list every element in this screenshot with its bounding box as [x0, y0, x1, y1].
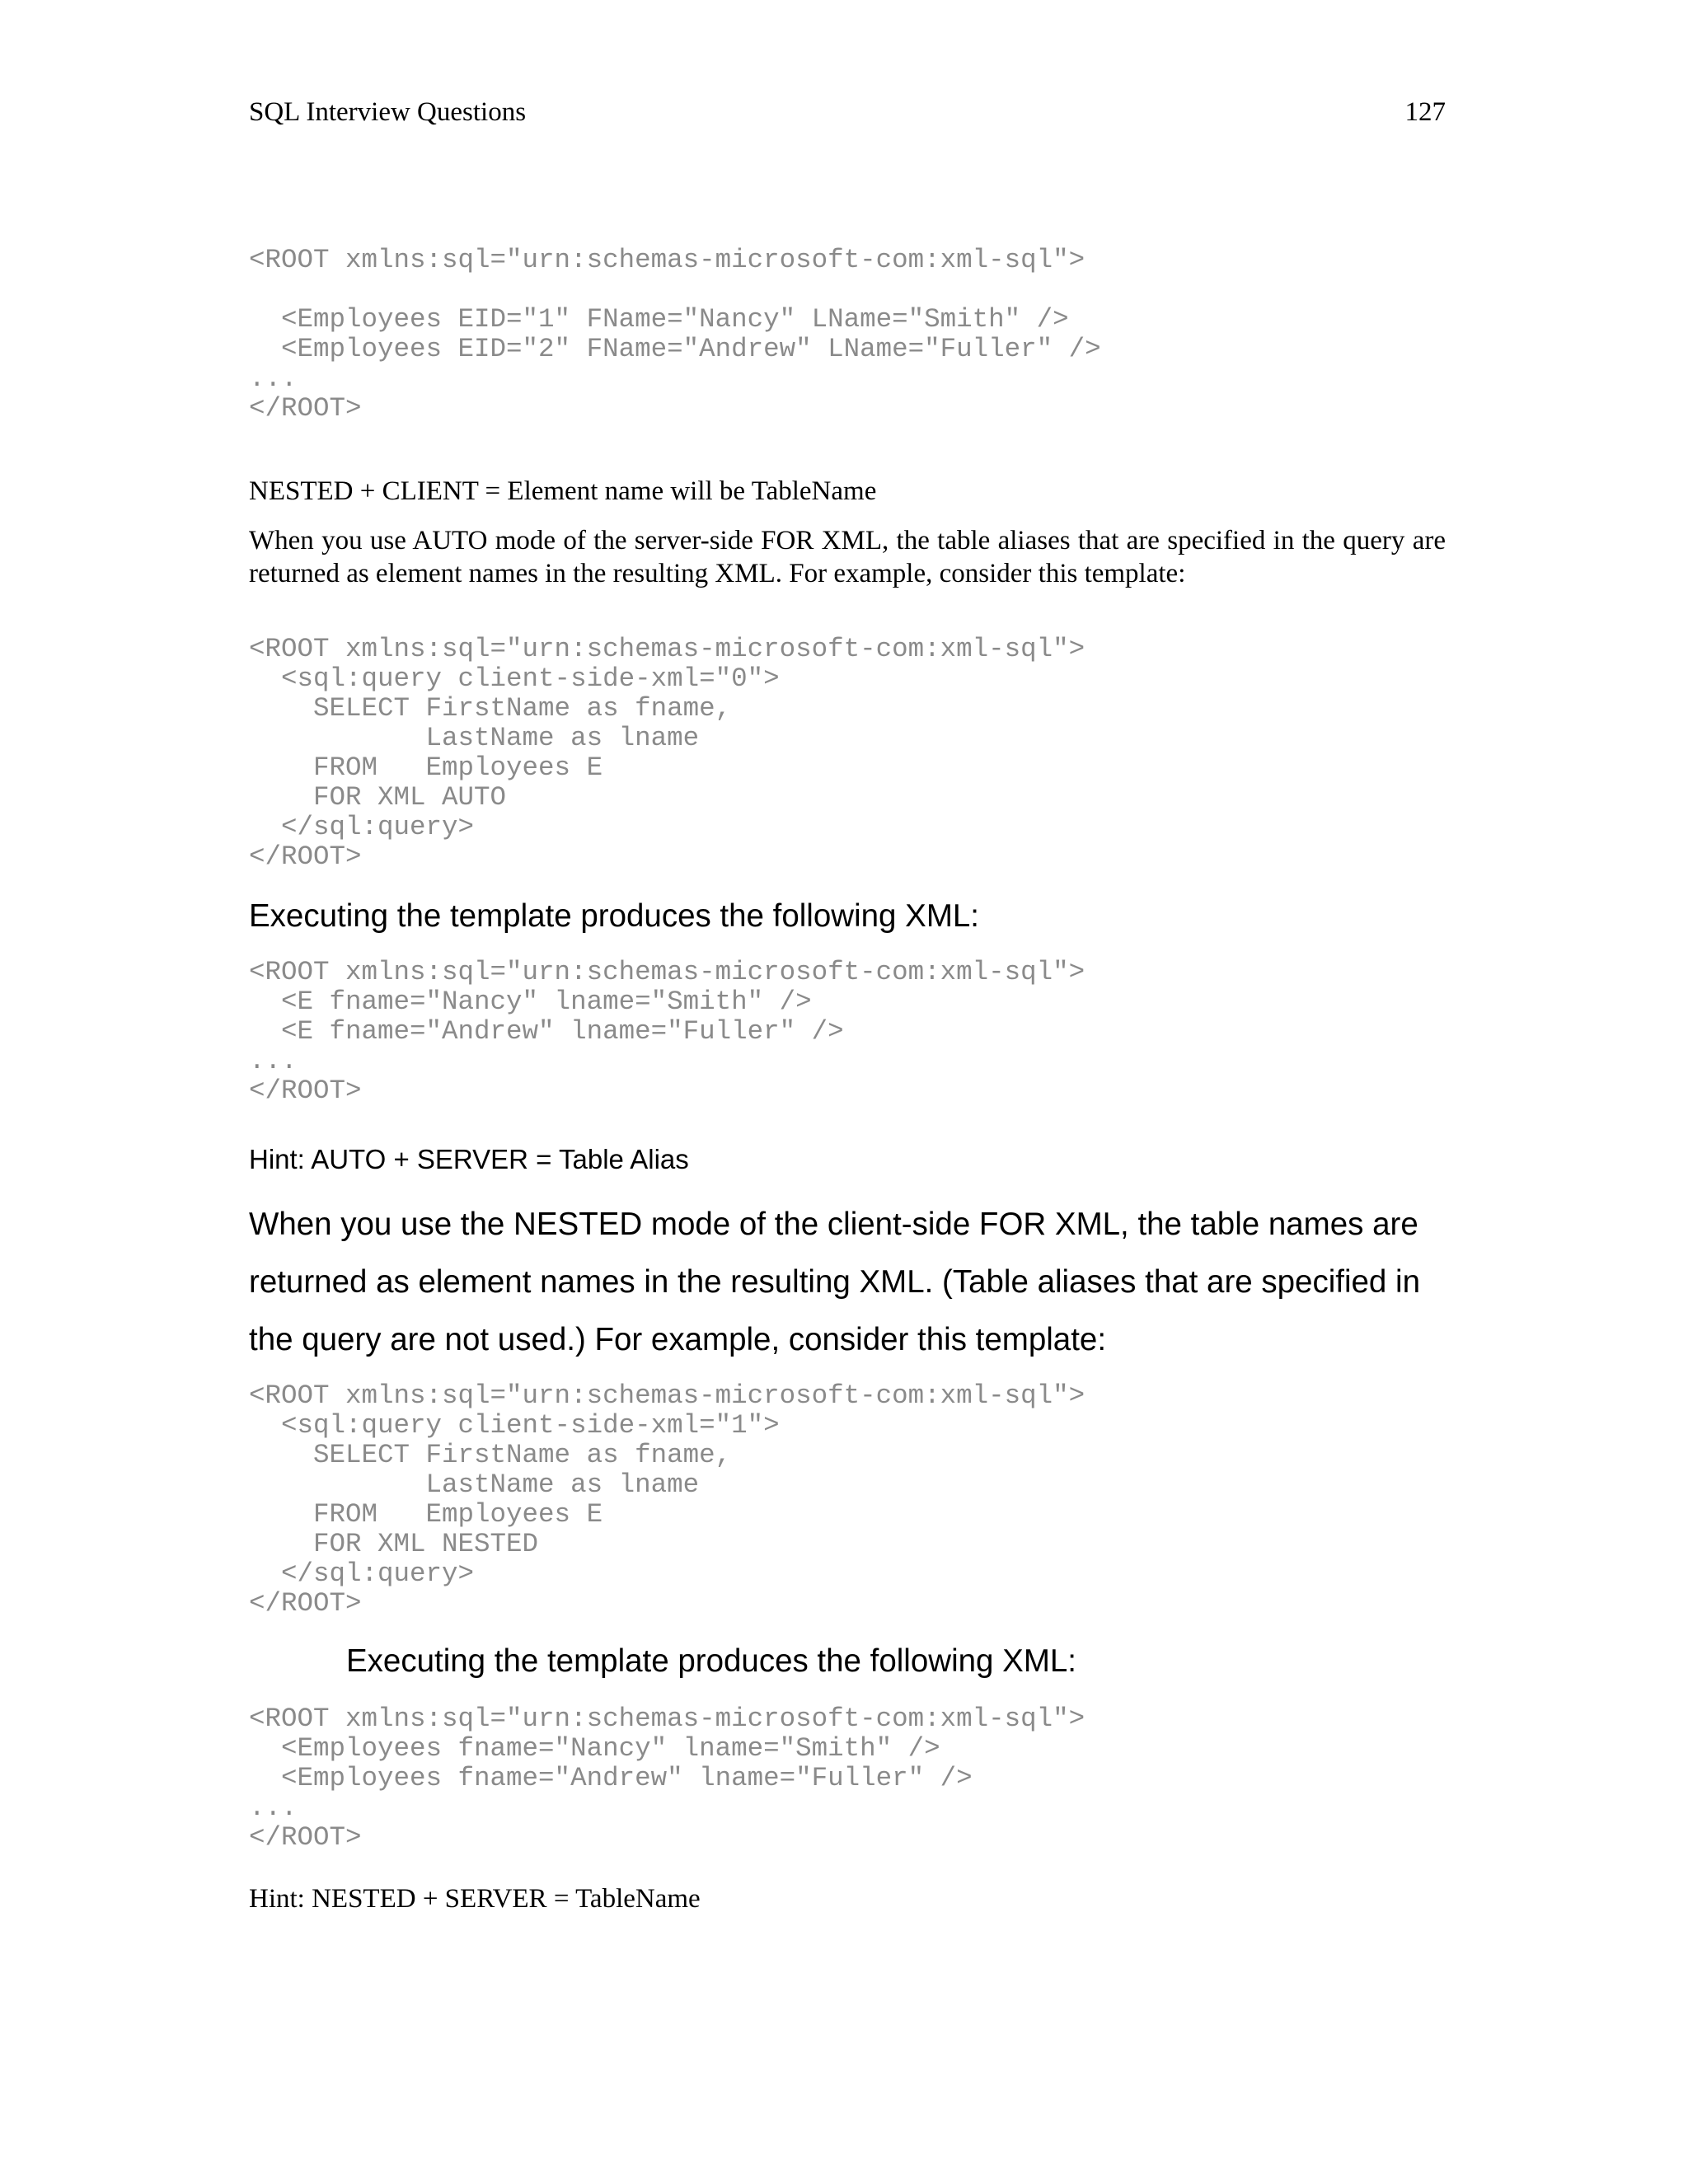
hint-nested-client: NESTED + CLIENT = Element name will be TableName	[249, 476, 877, 506]
executing-heading-auto: Executing the template produces the following XML:	[249, 898, 980, 934]
code-block-auto-result: <ROOT xmlns:sql="urn:schemas-microsoft-com:xml-sql"> <E fname="Nancy" lname="Smith" /> <E fname="Andrew" lname="Fuller" /> ... </ROOT>	[249, 957, 1085, 1106]
code-block-auto-template: <ROOT xmlns:sql="urn:schemas-microsoft-com:xml-sql"> <sql:query client-side-xml="0"> SELECT FirstName as fname, LastName as lname FROM Employees E FOR XML AUTO </sql:query> </ROOT>	[249, 634, 1085, 872]
code-block-nested-template: <ROOT xmlns:sql="urn:schemas-microsoft-com:xml-sql"> <sql:query client-side-xml="1"> SELECT FirstName as fname, LastName as lname FROM Employees E FOR XML NESTED </sql:query> </ROOT>	[249, 1380, 1085, 1619]
page-number: 127	[1404, 97, 1446, 127]
executing-heading-nested: Executing the template produces the following XML:	[346, 1643, 1077, 1679]
code-block-employees-raw: <ROOT xmlns:sql="urn:schemas-microsoft-com:xml-sql"> <Employees EID="1" FName="Nancy" LName="Smith" /> <Employees EID="2" FName="Andrew" LName="Fuller" /> ... </ROOT>	[249, 245, 1101, 424]
paragraph-auto-mode: When you use AUTO mode of the server-side FOR XML, the table aliases that are specified in the query are returned as element names in the resulting XML. For example, consider this template:	[249, 526, 1446, 588]
running-header-title: SQL Interview Questions	[249, 97, 527, 127]
paragraph-nested-mode: When you use the NESTED mode of the client-side FOR XML, the table names are returned as element names in the resulting XML. (Table aliases that are specified in the query are not used.) For example, consider this template:	[249, 1207, 1420, 1357]
hint-nested-server: Hint: NESTED + SERVER = TableName	[249, 1884, 701, 1914]
hint-auto-server: Hint: AUTO + SERVER = Table Alias	[249, 1144, 689, 1174]
code-block-nested-result: <ROOT xmlns:sql="urn:schemas-microsoft-com:xml-sql"> <Employees fname="Nancy" lname="Smith" /> <Employees fname="Andrew" lname="Fuller" /> ... </ROOT>	[249, 1704, 1085, 1853]
